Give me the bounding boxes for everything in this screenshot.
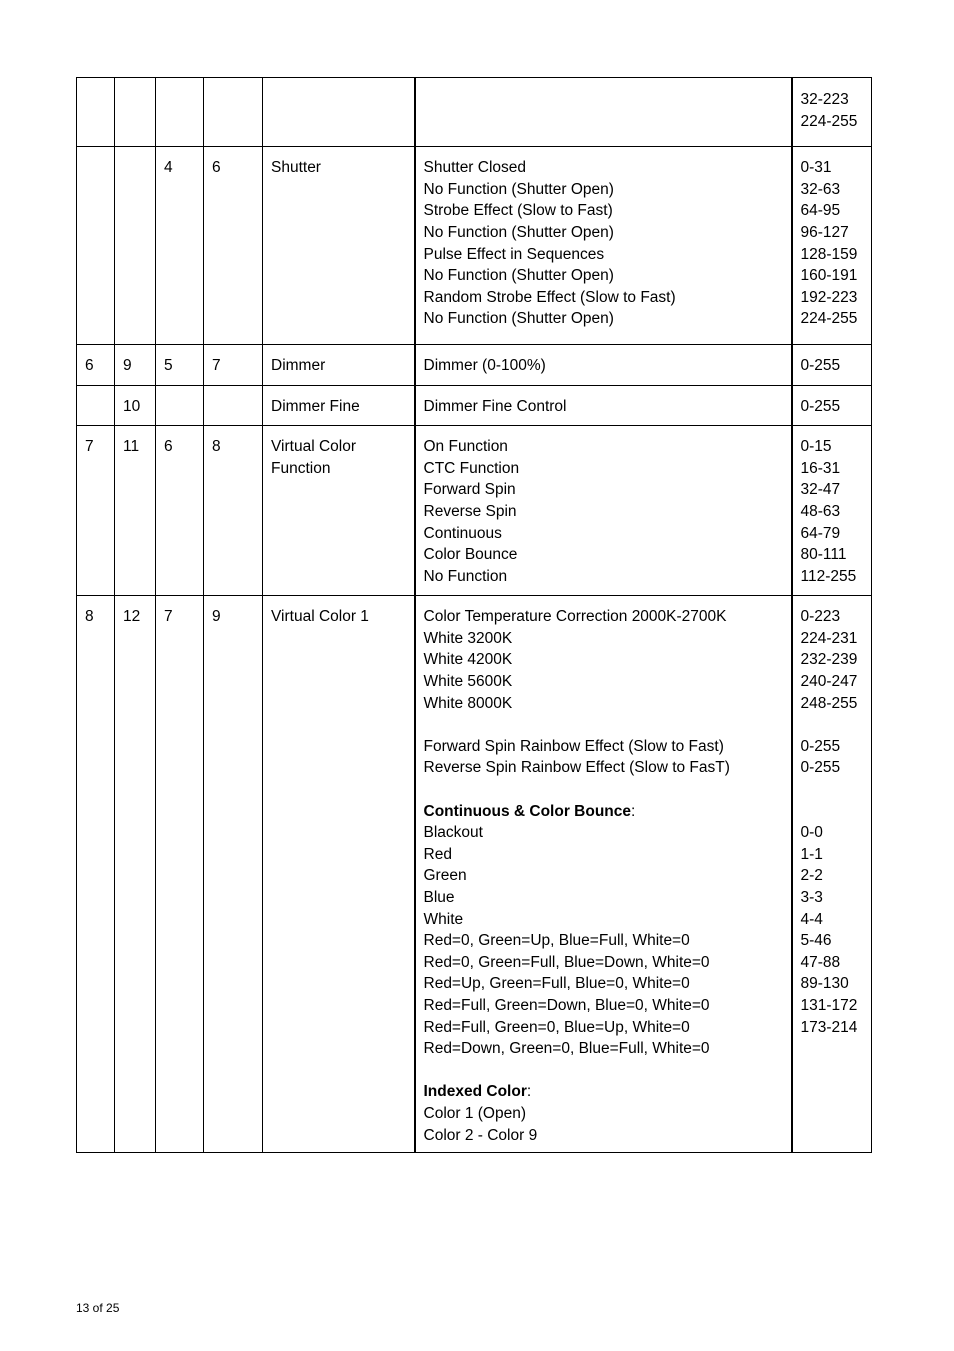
description-line [424, 458, 783, 480]
value-range: 160-191 [800, 267, 858, 285]
mode-c-channel-cell: 6 [156, 426, 204, 596]
description-text: : [526, 1083, 532, 1101]
description-line [424, 1081, 783, 1103]
description-line [424, 244, 783, 266]
value-range: 128-159 [800, 245, 858, 263]
value-range [801, 801, 864, 823]
value-range: 131-172 [800, 996, 858, 1014]
table-row [77, 385, 872, 426]
value-range: 2-2 [800, 867, 823, 885]
value-range: 64-79 [800, 524, 841, 542]
mode-b-channel-cell: 10 [115, 385, 156, 426]
mode-d-channel-cell [204, 385, 263, 426]
description-line [424, 436, 783, 458]
description-line [424, 1038, 783, 1060]
description-heading: Indexed Color [423, 1083, 527, 1101]
mode-d-channel-cell: 7 [204, 344, 263, 385]
description-line [424, 757, 783, 779]
value-range: 224-231 [800, 629, 858, 647]
description-line [424, 909, 783, 931]
value-range: 32-63 [800, 180, 841, 198]
description-text: Red=Down, Green=0, Blue=Full, White=0 [423, 1040, 710, 1058]
mode-c-channel-cell: 4 [156, 147, 204, 345]
value-range: 0-255 [800, 737, 841, 755]
description-line [424, 649, 783, 671]
table-row [77, 147, 872, 345]
mode-c-channel-cell: 5 [156, 344, 204, 385]
description-text: Reverse Spin [423, 502, 517, 520]
page-number: 13 of 25 [76, 1301, 120, 1315]
value-range [801, 779, 864, 801]
description-text: Forward Spin Rainbow Effect (Slow to Fast) [423, 737, 724, 755]
mode-a-channel-cell: 6 [77, 344, 115, 385]
description-line [424, 844, 783, 866]
value-range: 4-4 [800, 910, 823, 928]
description-text: Random Strobe Effect (Slow to Fast) [423, 288, 676, 306]
description-line [424, 200, 783, 222]
description-text: White 3200K [423, 629, 513, 647]
mode-b-channel-cell: 11 [115, 426, 156, 596]
value-range: 1-1 [800, 845, 823, 863]
description-text: Red [423, 845, 452, 863]
mode-b-channel-cell: 12 [115, 596, 156, 1153]
description-text: Red=0, Green=Up, Blue=Full, White=0 [423, 932, 690, 950]
value-range [801, 714, 864, 736]
description-text: Red=0, Green=Full, Blue=Down, White=0 [423, 953, 710, 971]
mode-c-channel-cell [156, 78, 204, 147]
description-text: No Function (Shutter Open) [423, 310, 614, 328]
description-text: Green [423, 867, 467, 885]
value-range: 232-239 [800, 651, 858, 669]
description-line [424, 973, 783, 995]
description-text: No Function (Shutter Open) [423, 223, 614, 241]
description-text: White 8000K [423, 694, 513, 712]
mode-d-channel-cell: 8 [204, 426, 263, 596]
value-range: 0-15 [800, 438, 832, 456]
description-line [424, 736, 783, 758]
mode-d-channel-cell: 6 [204, 147, 263, 345]
description-line [424, 265, 783, 287]
table-row [77, 78, 872, 147]
value-range: 5-46 [800, 932, 832, 950]
table-row [77, 344, 872, 385]
description-text: Forward Spin [423, 481, 516, 499]
description-line [424, 355, 783, 377]
description-cell [415, 78, 792, 147]
description-line [424, 714, 783, 736]
value-range: 32-223 [800, 91, 849, 108]
description-text: Red=Full, Green=0, Blue=Up, White=0 [423, 1018, 690, 1036]
description-text: Pulse Effect in Sequences [423, 245, 605, 263]
value-range-cell [792, 147, 872, 345]
description-line [424, 157, 783, 179]
dmx-channel-table [76, 77, 872, 1153]
function-cell: Dimmer Fine [263, 385, 415, 426]
value-range-cell [792, 596, 872, 1153]
description-line [424, 606, 783, 628]
function-cell: Shutter [263, 147, 415, 345]
function-cell [263, 78, 415, 147]
description-line [424, 222, 783, 244]
value-range: 0-255 [800, 397, 841, 415]
mode-b-channel-cell [115, 78, 156, 147]
description-text: No Function [423, 567, 508, 585]
value-range: 224-255 [800, 112, 858, 130]
description-line [424, 693, 783, 715]
description-line [424, 479, 783, 501]
value-range: 192-223 [800, 288, 858, 306]
description-line [424, 822, 783, 844]
description-text: Color 1 (Open) [423, 1104, 527, 1122]
value-range: 96-127 [800, 223, 849, 241]
mode-a-channel-cell [77, 385, 115, 426]
description-cell [415, 385, 792, 426]
description-text: White 5600K [423, 673, 513, 691]
function-cell: Virtual Color Function [263, 426, 415, 596]
description-line [424, 308, 783, 330]
description-heading: Continuous & Color Bounce [423, 802, 632, 820]
description-line [424, 1017, 783, 1039]
value-range: 248-255 [800, 694, 858, 712]
value-range: 173-214 [800, 1018, 858, 1036]
description-text: Red=Full, Green=Down, Blue=0, White=0 [423, 996, 710, 1014]
mode-b-channel-cell [115, 147, 156, 345]
description-line [424, 179, 783, 201]
description-text: Strobe Effect (Slow to Fast) [423, 202, 613, 220]
description-line [424, 952, 783, 974]
value-range-cell [792, 78, 872, 147]
description-text: White 4200K [423, 651, 513, 669]
mode-b-channel-cell: 9 [115, 344, 156, 385]
mode-a-channel-cell [77, 78, 115, 147]
mode-c-channel-cell [156, 385, 204, 426]
value-range: 3-3 [800, 889, 823, 906]
description-text: Blackout [423, 824, 483, 842]
description-text: Color 2 - Color 9 [423, 1126, 538, 1144]
description-text: Dimmer Fine Control [423, 397, 567, 415]
description-text: Dimmer (0-100%) [423, 356, 546, 374]
description-text: Color Bounce [423, 546, 518, 564]
description-text: Color Temperature Correction 2000K-2700K [423, 608, 727, 626]
mode-a-channel-cell [77, 147, 115, 345]
description-text: No Function (Shutter Open) [423, 180, 614, 198]
description-text: Blue [423, 889, 455, 906]
description-text: No Function (Shutter Open) [423, 267, 614, 285]
description-text: CTC Function [423, 459, 520, 477]
value-range: 112-255 [800, 567, 857, 585]
value-range: 32-47 [800, 481, 841, 499]
value-range: 0-255 [800, 356, 841, 374]
mode-c-channel-cell: 7 [156, 596, 204, 1153]
description-cell [415, 596, 792, 1153]
description-text: Continuous [423, 524, 502, 542]
value-range: 224-255 [800, 310, 858, 328]
description-line [424, 628, 783, 650]
mode-d-channel-cell: 9 [204, 596, 263, 1153]
description-cell [415, 344, 792, 385]
description-text: On Function [423, 438, 508, 456]
description-line [424, 1103, 783, 1125]
table-row [77, 596, 872, 1153]
description-line [424, 544, 783, 566]
description-line [424, 287, 783, 309]
description-line [424, 566, 783, 588]
description-cell [415, 147, 792, 345]
description-line [424, 865, 783, 887]
value-range: 0-31 [800, 159, 832, 177]
function-cell: Virtual Color 1 [263, 596, 415, 1153]
value-range-cell [792, 344, 872, 385]
value-range: 0-255 [800, 759, 841, 777]
description-text: : [631, 802, 636, 820]
value-range: 240-247 [800, 673, 858, 691]
description-line [424, 501, 783, 523]
description-line [424, 779, 783, 801]
value-range-cell [792, 426, 872, 596]
mode-a-channel-cell: 8 [77, 596, 115, 1153]
description-line [424, 887, 783, 909]
description-line [424, 801, 783, 823]
function-cell: Dimmer [263, 344, 415, 385]
value-range: 64-95 [800, 202, 841, 220]
description-line [424, 1125, 783, 1147]
description-line [424, 671, 783, 693]
description-text: Red=Up, Green=Full, Blue=0, White=0 [423, 975, 690, 993]
description-text: Reverse Spin Rainbow Effect (Slow to FasT) [423, 759, 730, 777]
value-range: 16-31 [800, 459, 841, 477]
value-range-cell [792, 385, 872, 426]
value-range: 0-0 [800, 824, 823, 842]
mode-a-channel-cell: 7 [77, 426, 115, 596]
value-range: 80-111 [800, 546, 847, 564]
description-line [424, 396, 783, 418]
value-range: 89-130 [800, 975, 849, 993]
mode-d-channel-cell [204, 78, 263, 147]
table-row [77, 426, 872, 596]
description-line [424, 1060, 783, 1082]
value-range: 0-223 [800, 608, 841, 626]
description-text: Shutter Closed [423, 159, 527, 177]
description-line [424, 523, 783, 545]
description-line [424, 930, 783, 952]
description-line [424, 995, 783, 1017]
value-range: 47-88 [800, 953, 841, 971]
description-cell [415, 426, 792, 596]
description-text: White [423, 910, 464, 928]
value-range: 48-63 [800, 502, 841, 520]
